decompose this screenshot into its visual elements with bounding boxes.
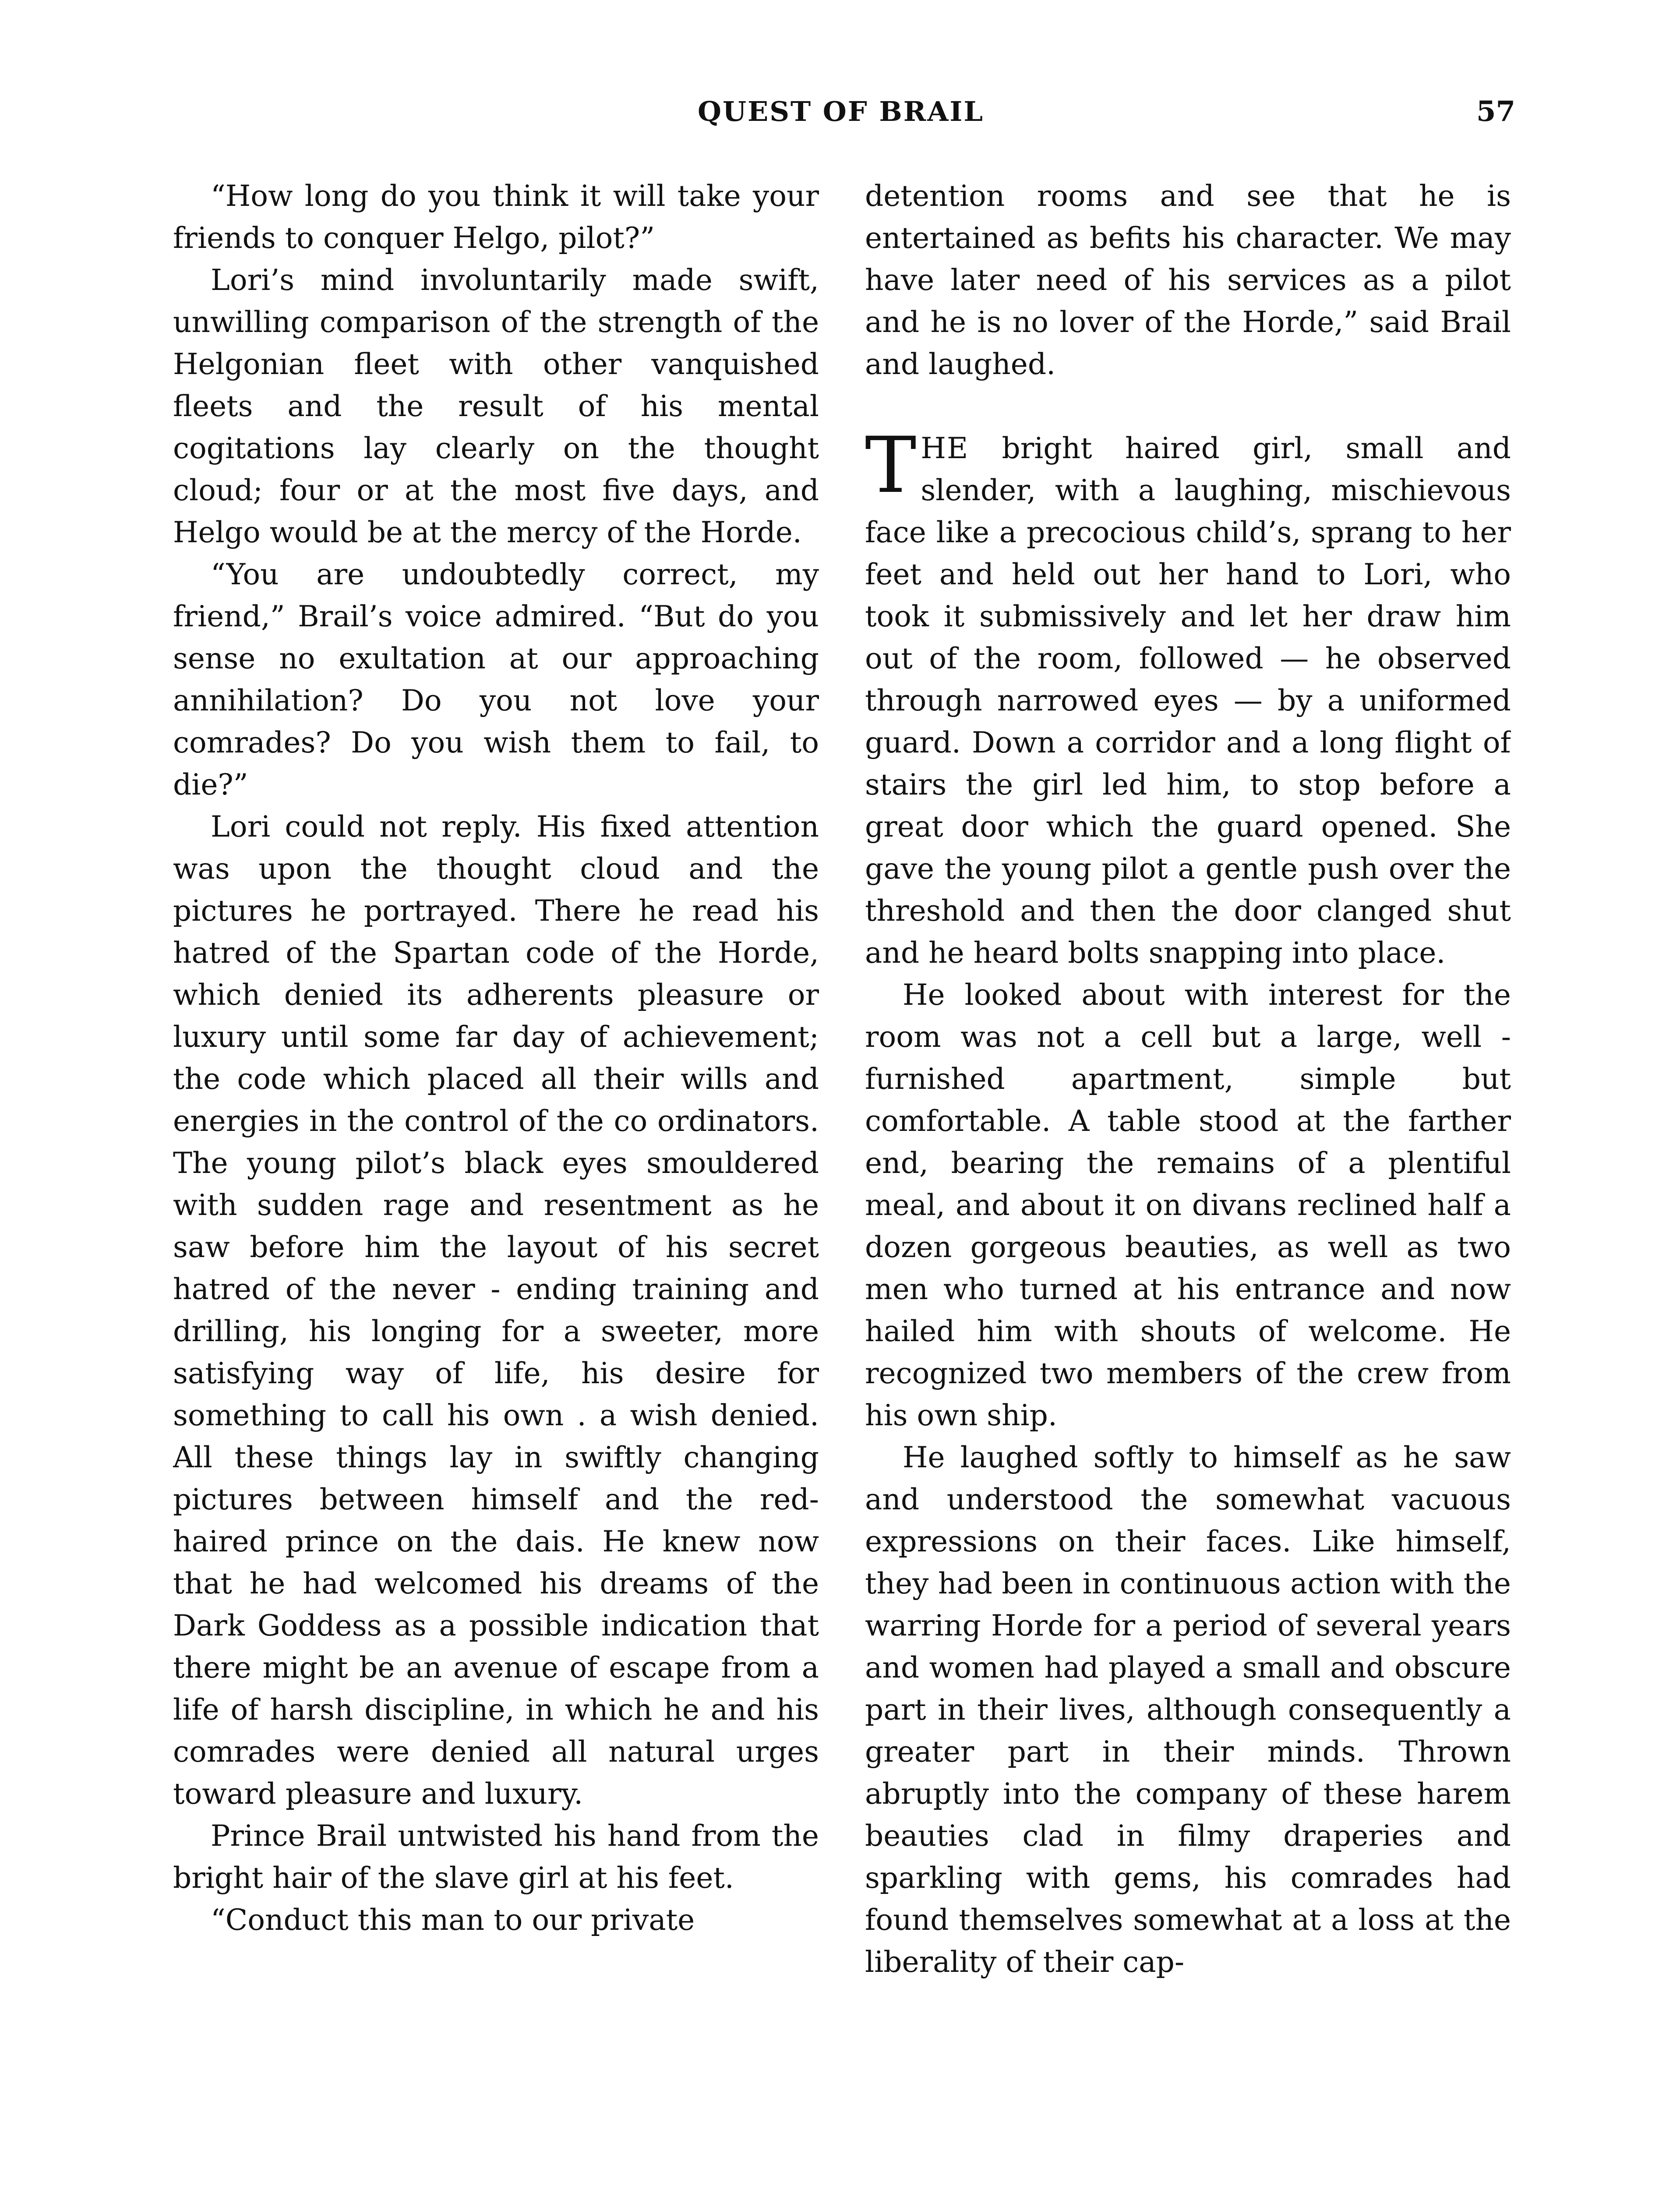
- page-number: 57: [1476, 95, 1515, 128]
- body-paragraph: “Conduct this man to our private: [211, 1903, 695, 1937]
- left-column: [173, 175, 819, 2190]
- right-column: [865, 175, 1511, 2190]
- body-paragraph: He looked about with interest for the room was not a cell but a large, well - furnished apartment, simple but comfortable. A table stood at the farther end, bearing the remains of a plentiful meal, and about it on divans reclined half a dozen gorgeous beauties, as well as two men who turned at his entrance and now hailed him with shouts of welcome. He recognized two members of the crew from his own ship.: [865, 978, 1511, 1432]
- body-paragraph: Prince Brail untwisted his hand from the bright hair of the slave girl at his feet.: [173, 1819, 819, 1895]
- lead-caps: HE: [921, 431, 969, 465]
- body-paragraph: “You are undoubtedly correct, my friend,” Brail’s voice admired. “But do you sense no exultation at our approaching annihilation? Do you not love your comrades? Do you wish them to fail, to die?”: [173, 558, 819, 802]
- section-opening-text: bright haired girl, small and slender, with a laughing, mischievous face like a precocious child’s, sprang to her feet and held out her hand to Lori, who took it submissively and let her draw him out of the room, followed — he observed through narrowed eyes — by a uniformed guard. Down a corridor and a long flight of stairs the girl led him, to stop before a great door which the guard opened. She gave the young pilot a gentle push over the threshold and then the door clanged shut and he heard bolts snapping into place.: [865, 431, 1511, 970]
- section-opening-paragraph: [865, 420, 1511, 974]
- continued-paragraph: detention rooms and see that he is entertained as befits his character. We may have later need of his services as a pilot and he is no lover of the Horde,” said Brail and laughed.: [865, 179, 1511, 381]
- body-paragraph: “How long do you think it will take your friends to conquer Helgo, pilot?”: [173, 179, 819, 255]
- page-header: [166, 88, 1515, 136]
- running-title: QUEST OF BRAIL: [697, 95, 985, 127]
- body-paragraph: Lori’s mind involuntarily made swift, unwilling comparison of the strength of the Helgonian fleet with other vanquished fleets and the result of his mental cogitations lay clearly on the thought cloud; four or at the most five days, and Helgo would be at the mercy of the Horde.: [173, 263, 819, 549]
- body-paragraph: Lori could not reply. His fixed attention was upon the thought cloud and the pictures he portrayed. There he read his hatred of the Spartan code of the Horde, which denied its adherents pleasure or luxury until some far day of achievement; the code which placed all their wills and energies in the control of the co ordinators. The young pilot’s black eyes smouldered with sudden rage and resentment as he saw before him the layout of his secret hatred of the never - ending training and drilling, his longing for a sweeter, more satisfying way of life, his desire for something to call his own . a wish denied. All these things lay in swiftly changing pictures between himself and the red-haired prince on the dais. He knew now that he had welcomed his dreams of the Dark Goddess as a possible indication that there might be an avenue of escape from a life of harsh discipline, in which he and his comrades were denied all natural urges toward pleasure and luxury.: [173, 810, 819, 1811]
- body-paragraph: He laughed softly to himself as he saw and understood the somewhat vacuous expressions on their faces. Like himself, they had been in continuous action with the warring Horde for a period of several years and women had played a small and obscure part in their lives, although consequently a greater part in their minds. Thrown abruptly into the company of these harem beauties clad in filmy draperies and sparkling with gems, his comrades had found themselves somewhat at a loss at the liberality of their cap-: [865, 1441, 1511, 1979]
- drop-cap: T: [865, 420, 917, 510]
